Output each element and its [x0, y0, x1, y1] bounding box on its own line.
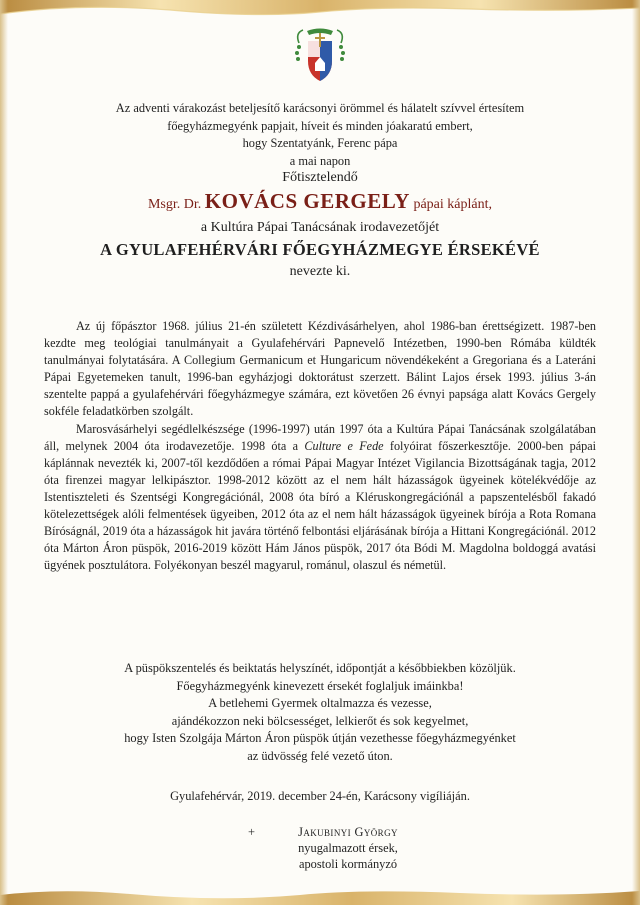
closing-line: A betlehemi Gyermek oltalmazza és vezesse, [208, 696, 432, 710]
appointment-title-block [40, 168, 600, 282]
appointee-name: KOVÁCS GERGELY [204, 189, 410, 213]
episcopal-cross-icon: + [248, 825, 255, 839]
signature-block [248, 824, 448, 872]
signatory-title: nyugalmazott érsek, [298, 841, 398, 855]
intro-line: főegyházmegyénk papjait, híveit és minden jóakaratú embert, [167, 118, 473, 133]
closing-prayer [60, 660, 580, 765]
appointee-name-line [40, 188, 600, 218]
closing-line: ajándékozzon neki bölcsességet, lelkierőt és sok kegyelmet, [171, 713, 469, 728]
closing-line: Főegyházmegyénk kinevezett érsekét foglaljuk imáinkba! [176, 678, 464, 693]
gold-border-left [0, 0, 8, 905]
biography-paragraph: Az új főpásztor 1968. július 21-én született Kézdivásárhelyen, ahol 1986-ban érettségizett. 1987-ben kezdte meg teológiai tanulmányait a Gyulafehérvári Papnevelő Intézetben, 1990-ben Rómába küldték tanulmányai folytatására. A Collegium Germanicum et Hungaricum növendékeként a Gregoriana és a Lateráni Pápai Egyetemeken tanult, 1996-ban egyházjogi doktorátust szerzett. Bálint Lajos érsek 1993. július 3-án szentelte pappá a gyulafehérvári főegyházmegye számára, ezt követően 26 évnyi papsága alatt Kovács Gergely sokféle feladatkörben szolgált. [44, 319, 596, 419]
signatory-name: Jakubinyi György [298, 825, 398, 839]
name-prefix: Msgr. Dr. [147, 197, 202, 212]
closing-line: A püspökszentelés és beiktatás helyszínét, időpontját a későbbiekben közöljük. [124, 661, 516, 675]
closing-line: az üdvösség felé vezető úton. [247, 748, 393, 763]
paragraph-text: Marosvásárhelyi segédlelkészsége (1996-1997) után 1997 óta a Kultúra Pápai Tanácsának szolgálatában áll, melynek 2004 óta irodavezetője. 1998 óta a [44, 421, 596, 453]
appointment-verb: nevezte ki. [289, 264, 351, 279]
archbishop-coat-of-arms-icon [293, 27, 347, 87]
honorific: Főtisztelendő [282, 170, 358, 185]
biography-text [44, 318, 596, 574]
intro-line: a mai napon [289, 153, 351, 168]
intro-announcement [60, 100, 580, 170]
gold-border-bottom [0, 879, 640, 905]
appointment-heading: A GYULAFEHÉRVÁRI FŐEGYHÁZMEGYE ÉRSEKÉVÉ [100, 240, 540, 259]
intro-line: hogy Szentatyánk, Ferenc pápa [242, 136, 398, 150]
place-and-date: Gyulafehérvár, 2019. december 24-én, Karácsony vigíliáján. [170, 789, 470, 803]
current-office: a Kultúra Pápai Tanácsának irodavezetőjét [200, 220, 440, 235]
gold-border-right [632, 0, 640, 905]
signatory-title: apostoli kormányzó [298, 857, 398, 871]
biography-paragraph [44, 421, 596, 575]
paragraph-text: folyóirat főszerkesztője. 2000-ben pápai káplánnak nevezték ki, 2007-től kezdődően a római Pápai Magyar Intézet Vigilancia Bizottságának tagja, 2012 óta firenzei magyar lelkipásztor. 1998-2012 között az el nem hált házasságok ügyeinek kötelékvédője az Istentiszteleti és Szentségi Kongregációnál, 2008 óta bíró a Kléruskongregációnál a papszentelésből fakadó kötelezettségek alóli felmentések ügyeiben, 2012 óta az el nem hált házasságok ügyeinek bírója a Rota Romana Bíróságnál, 2019 óta a házasságok hit javára történő felbontási eljárásának bírója a Hittani Kongregációnál. 2012 óta Márton Áron püspök, 2016-2019 között Hám János püspök, 2017 óta Bódi M. Magdolna boldoggá avatási ügyének posztulátora. Folyékonyan beszél magyarul, románul, olaszul és németül. [44, 438, 596, 573]
closing-line: hogy Isten Szolgája Márton Áron püspök útján vezethesse főegyházmegyénket [124, 731, 516, 745]
intro-line: Az adventi várakozást beteljesítő karácsonyi örömmel és hálatelt szívvel értesítem [115, 101, 525, 115]
journal-title: Culture e Fede [304, 438, 384, 453]
gold-border-top [0, 0, 640, 26]
name-suffix: pápai káplánt, [413, 197, 492, 212]
